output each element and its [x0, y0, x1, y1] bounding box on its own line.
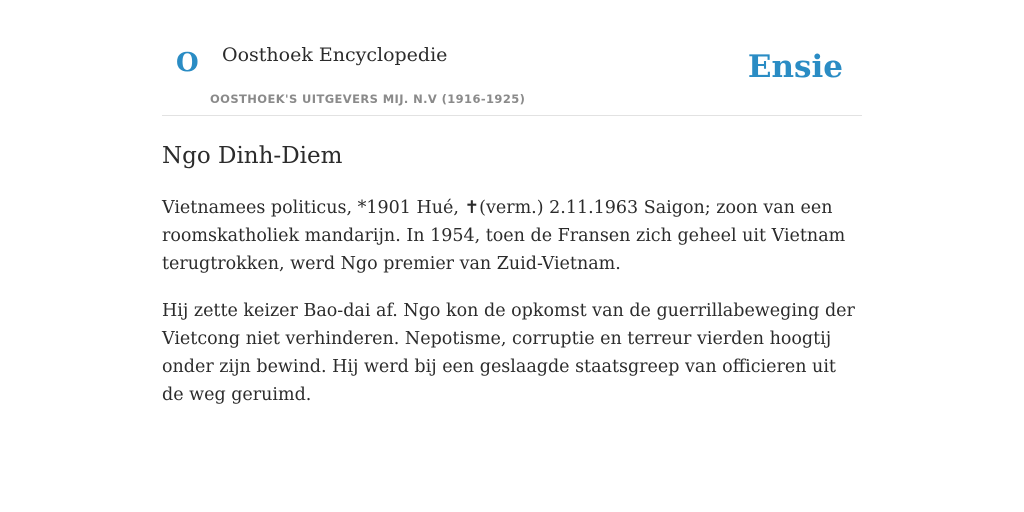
page-header — [162, 0, 862, 116]
site-title[interactable]: Oosthoek Encyclopedie — [222, 44, 448, 66]
ensie-brand-logo[interactable]: Ensie — [747, 49, 843, 85]
publisher-subtitle: OOSTHOEK'S UITGEVERS MIJ. N.V (1916-1925) — [210, 92, 526, 106]
oosthoek-logo-icon[interactable]: O — [176, 48, 199, 78]
article-paragraph: Vietnamees politicus, *1901 Hué, ✝(verm.) 2.11.1963 Saigon; zoon van een roomskatholiek mandarijn. In 1954, toen de Fransen zich geheel uit Vietnam terugtrokken, werd Ngo premier van Zuid-Vietnam. — [162, 197, 846, 274]
article-paragraph: Hij zette keizer Bao-dai af. Ngo kon de opkomst van de guerrillabeweging der Vietcong niet verhinderen. Nepotisme, corruptie en terreur vierden hoogtij onder zijn bewind. Hij werd bij een geslaagde staatsgreep van officieren uit de weg geruimd. — [162, 300, 855, 405]
article-title: Ngo Dinh-Diem — [162, 143, 343, 169]
encyclopedia-page — [162, 0, 862, 409]
